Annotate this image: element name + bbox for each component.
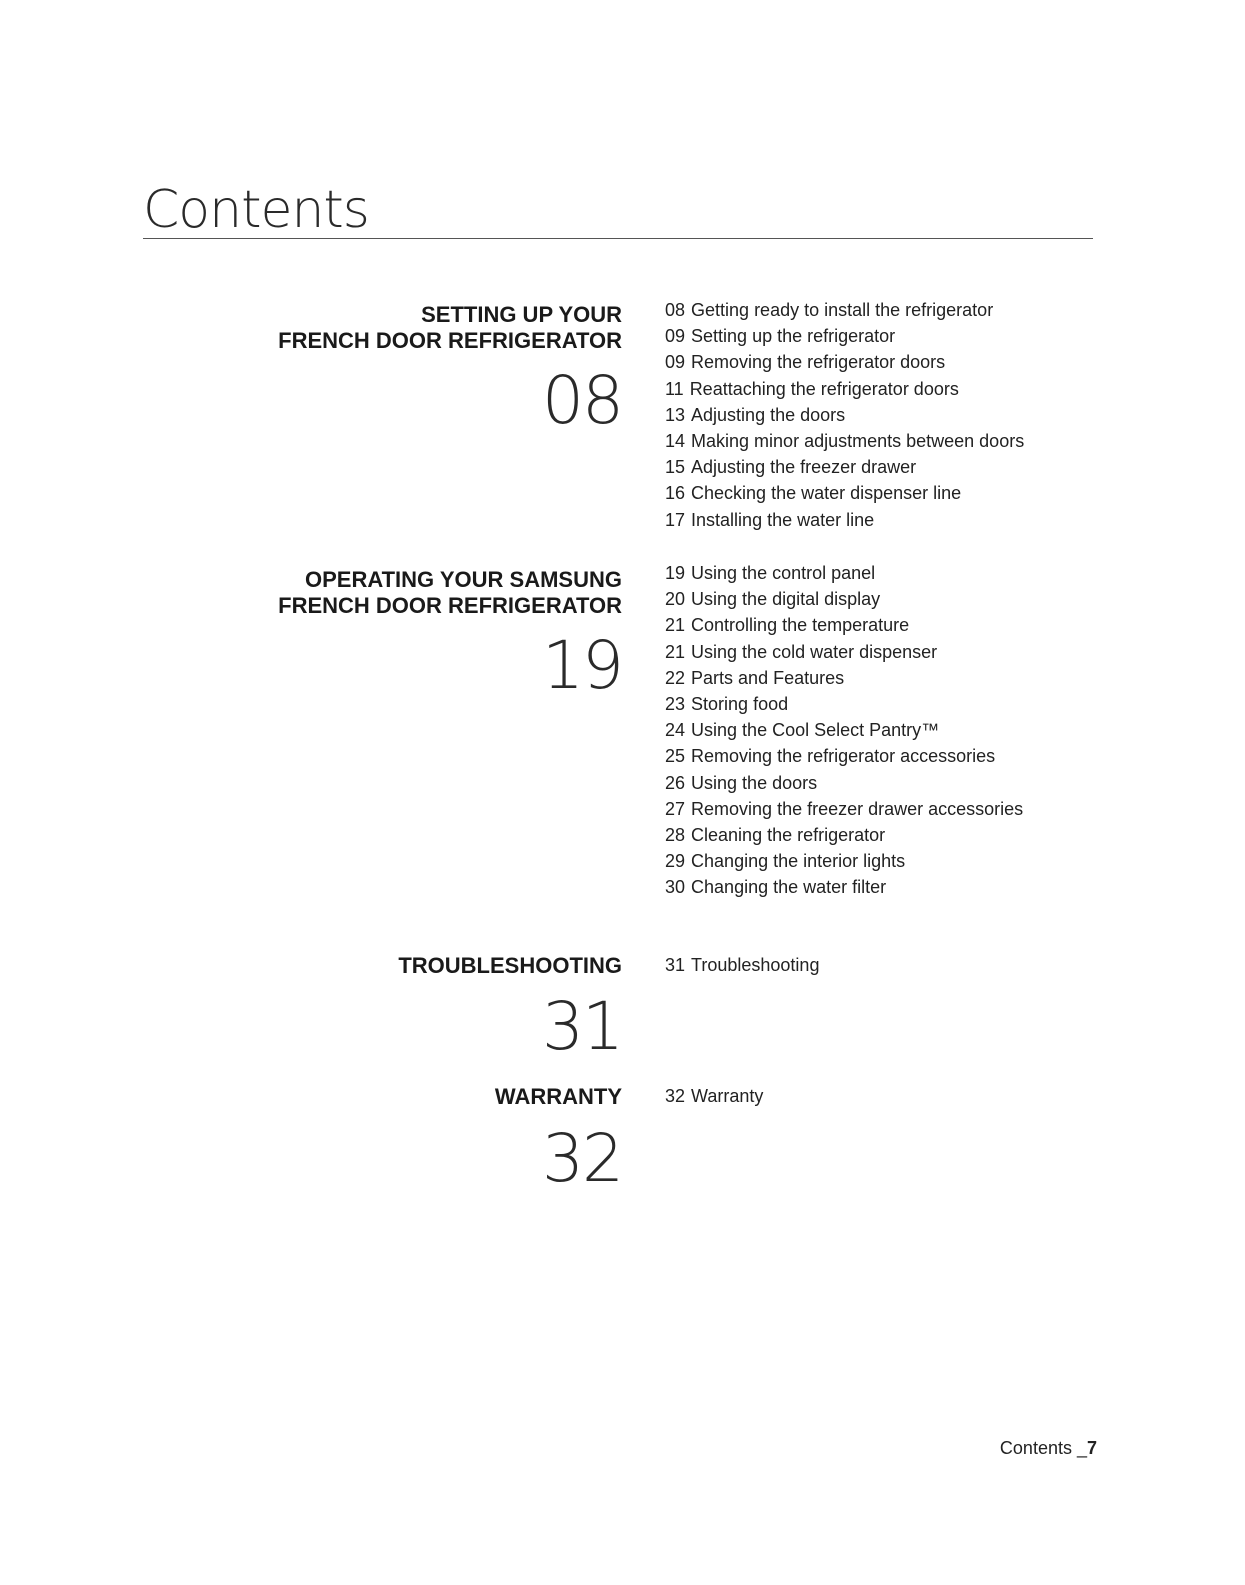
toc-item-title: Adjusting the freezer drawer xyxy=(691,457,917,478)
toc-item[interactable] xyxy=(665,848,1023,874)
toc-item-title: Using the Cool Select Pantry™ xyxy=(691,720,940,741)
toc-item-title: Installing the water line xyxy=(691,509,875,530)
toc-item-page: 24 xyxy=(665,720,686,741)
toc-item-title: Changing the water filter xyxy=(691,877,887,898)
toc-item-title: Storing food xyxy=(691,694,789,715)
toc-item[interactable] xyxy=(665,796,1023,822)
section-heading-line: FRENCH DOOR REFRIGERATOR xyxy=(278,328,622,353)
toc-item[interactable] xyxy=(665,586,1023,612)
toc-item-title: Setting up the refrigerator xyxy=(691,326,896,347)
toc-item-title: Using the cold water dispenser xyxy=(691,641,938,662)
toc-item-page: 23 xyxy=(665,694,686,715)
toc-item[interactable] xyxy=(665,691,1023,717)
page-title: Contents xyxy=(143,180,369,240)
section-number-setting-up: 08 xyxy=(542,362,622,439)
toc-item-page: 16 xyxy=(665,483,686,504)
toc-item[interactable] xyxy=(665,480,1024,506)
section-heading-line: FRENCH DOOR REFRIGERATOR xyxy=(278,593,622,618)
toc-item[interactable] xyxy=(665,349,1024,375)
toc-item-title: Changing the interior lights xyxy=(691,851,906,872)
toc-item-page: 17 xyxy=(665,509,686,530)
toc-item-page: 14 xyxy=(665,431,686,452)
toc-item-page: 29 xyxy=(665,851,686,872)
toc-item-page: 28 xyxy=(665,825,686,846)
toc-list-operating xyxy=(665,560,1023,901)
toc-item-title: Checking the water dispenser line xyxy=(691,483,962,504)
section-number-troubleshooting: 31 xyxy=(542,988,622,1065)
toc-item-title: Using the doors xyxy=(691,772,818,793)
toc-item-page: 09 xyxy=(665,352,686,373)
toc-item[interactable] xyxy=(665,874,1023,900)
toc-item-page: 13 xyxy=(665,404,686,425)
section-heading-warranty xyxy=(495,1084,622,1110)
toc-item-title: Using the control panel xyxy=(691,563,876,583)
toc-item-title: Warranty xyxy=(691,1086,764,1106)
toc-list-troubleshooting xyxy=(665,952,819,978)
toc-list-warranty xyxy=(665,1083,763,1109)
toc-item-title: Parts and Features xyxy=(691,667,845,688)
toc-item[interactable] xyxy=(665,665,1023,691)
toc-item[interactable] xyxy=(665,639,1023,665)
page-footer xyxy=(1000,1438,1097,1459)
toc-item-title: Reattaching the refrigerator doors xyxy=(689,378,959,399)
toc-item-page: 11 xyxy=(665,378,684,399)
toc-item[interactable] xyxy=(665,822,1023,848)
toc-item[interactable] xyxy=(665,402,1024,428)
section-number-warranty: 32 xyxy=(542,1120,622,1197)
toc-item-title: Using the digital display xyxy=(691,589,881,610)
toc-item[interactable] xyxy=(665,612,1023,638)
toc-item-page: 21 xyxy=(665,641,686,662)
toc-item[interactable] xyxy=(665,717,1023,743)
toc-item-title: Adjusting the doors xyxy=(691,404,846,425)
toc-item[interactable] xyxy=(665,507,1024,533)
toc-item-title: Troubleshooting xyxy=(691,955,820,975)
toc-list-setting-up xyxy=(665,297,1024,533)
toc-item-title: Getting ready to install the refrigerator xyxy=(691,300,994,320)
toc-item-page: 08 xyxy=(665,300,686,320)
toc-item[interactable] xyxy=(665,454,1024,480)
toc-item[interactable] xyxy=(665,376,1024,402)
toc-item-title: Controlling the temperature xyxy=(691,615,910,636)
toc-item-title: Removing the refrigerator doors xyxy=(691,352,946,373)
toc-item[interactable] xyxy=(665,952,819,978)
toc-item-page: 20 xyxy=(665,589,686,610)
toc-item-title: Cleaning the refrigerator xyxy=(691,825,886,846)
toc-item-title: Removing the freezer drawer accessories xyxy=(691,798,1024,819)
toc-item[interactable] xyxy=(665,1083,763,1109)
toc-item[interactable] xyxy=(665,323,1024,349)
section-heading-line: SETTING UP YOUR xyxy=(421,302,622,327)
toc-item-page: 30 xyxy=(665,877,686,898)
toc-item-page: 15 xyxy=(665,457,686,478)
toc-item[interactable] xyxy=(665,743,1023,769)
toc-item-page: 21 xyxy=(665,615,686,636)
title-divider xyxy=(143,238,1093,239)
section-heading-line: OPERATING YOUR SAMSUNG xyxy=(305,567,622,592)
section-heading-setting-up xyxy=(278,302,622,354)
toc-item-page: 22 xyxy=(665,667,686,688)
toc-item-page: 26 xyxy=(665,772,686,793)
toc-item-page: 09 xyxy=(665,326,686,347)
toc-item[interactable] xyxy=(665,770,1023,796)
toc-item[interactable] xyxy=(665,428,1024,454)
section-heading-troubleshooting xyxy=(398,953,622,979)
section-heading-line: TROUBLESHOOTING xyxy=(398,953,622,978)
footer-page-number: 7 xyxy=(1086,1438,1097,1458)
toc-item-title: Removing the refrigerator accessories xyxy=(691,746,996,767)
section-number-operating: 19 xyxy=(542,627,622,704)
toc-item-page: 25 xyxy=(665,746,686,767)
footer-label: Contents _ xyxy=(999,1438,1087,1458)
toc-item-page: 19 xyxy=(665,563,686,583)
section-heading-line: WARRANTY xyxy=(494,1084,622,1109)
toc-item-title: Making minor adjustments between doors xyxy=(691,431,1025,452)
toc-item-page: 32 xyxy=(665,1086,686,1106)
toc-item[interactable] xyxy=(665,297,1024,323)
section-heading-operating xyxy=(278,567,622,619)
toc-item-page: 27 xyxy=(665,798,686,819)
toc-item[interactable] xyxy=(665,560,1023,586)
toc-item-page: 31 xyxy=(665,955,686,975)
